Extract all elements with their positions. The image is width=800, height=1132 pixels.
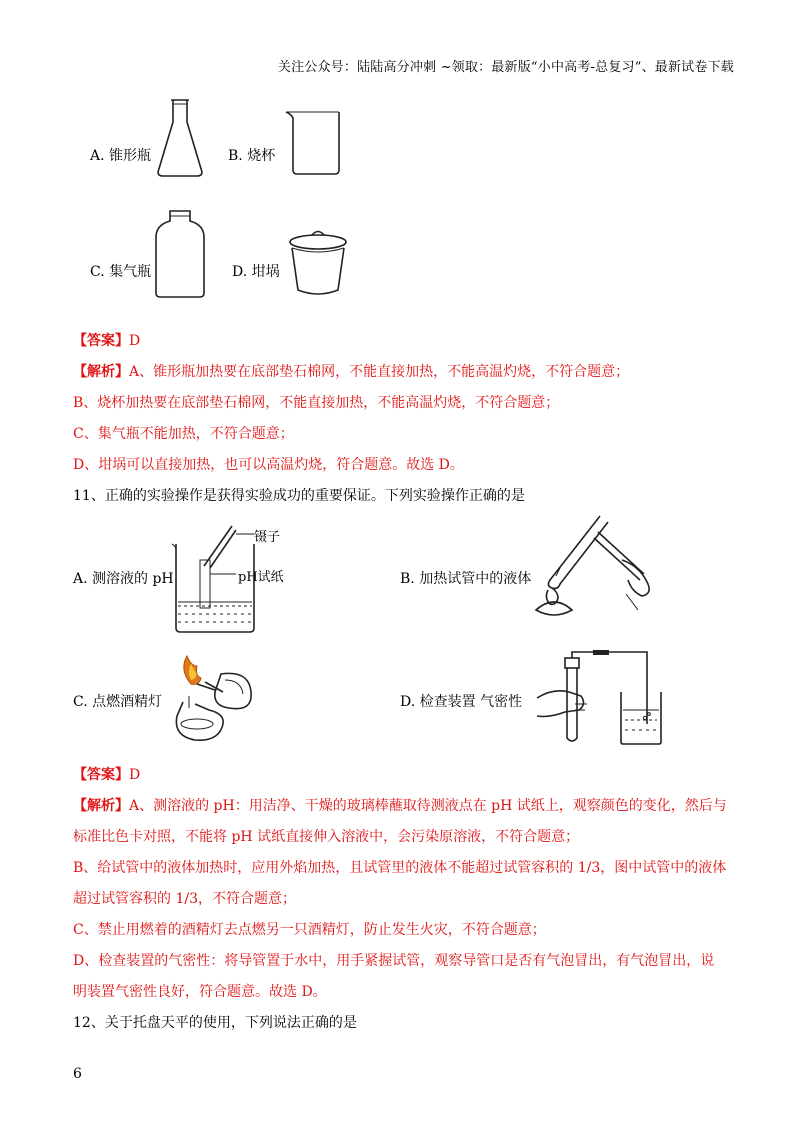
q11-analysis-text-1: A、测溶液的 pH：用洁净、干燥的玻璃棒蘸取待测液点在 pH 试纸上，观察颜色的变化，然后与 — [129, 798, 727, 814]
q11-analysis-line-5: C、禁止用燃着的酒精灯去点燃另一只酒精灯，防止发生火灾，不符合题意； — [73, 922, 546, 938]
q12-stem: 12、关于托盘天平的使用，下列说法正确的是 — [73, 1015, 357, 1031]
erlenmeyer-flask-icon — [155, 96, 205, 178]
q11-answer-label: 【答案】 — [73, 767, 129, 783]
q11-option-b-label: B. 加热试管中的液体 — [400, 571, 532, 587]
page-header: 关注公众号：陆陆高分冲刺 ~领取：最新版“小中高考-总复习”、最新试卷下载 — [277, 60, 734, 75]
q11-answer-value: D — [129, 767, 141, 783]
q10-answer — [73, 330, 140, 350]
page-number: 6 — [73, 1066, 82, 1082]
q10-analysis-line-2: B、烧杯加热要在底部垫石棉网，不能直接加热，不能高温灼烧，不符合题意； — [73, 395, 560, 411]
option-d-label: D. 坩埚 — [232, 264, 280, 280]
q11-option-d-label: D. 检查装置 气密性 — [400, 694, 523, 710]
crucible-icon — [286, 226, 350, 300]
q10-answer-value: D — [129, 333, 141, 349]
lighting-alcohol-lamp-icon — [165, 652, 261, 744]
airtightness-check-icon — [535, 648, 665, 748]
option-c-label: C. 集气瓶 — [90, 264, 152, 280]
heating-test-tube-icon — [530, 510, 660, 620]
q11-analysis-line-7: 明装置气密性良好，符合题意。故选 D。 — [73, 984, 327, 1000]
q11-option-a-label: A. 测溶液的 pH — [73, 571, 174, 587]
q11-analysis-line-3: B、给试管中的液体加热时，应用外焰加热，且试管里的液体不能超过试管容积的 1/3，图中试管中的液体 — [73, 860, 727, 876]
option-a-label: A. 锥形瓶 — [90, 148, 152, 164]
q11-analysis-line-4: 超过试管容积的 1/3，不符合题意； — [73, 891, 296, 907]
q10-analysis-line-4: D、坩埚可以直接加热，也可以高温灼烧，符合题意。故选 D。 — [73, 457, 464, 473]
ph-paper-label: pH试纸 — [238, 570, 284, 585]
option-b-label: B. 烧杯 — [228, 148, 276, 164]
q11-analysis-line-1 — [73, 795, 727, 815]
tweezers-label: 镊子 — [254, 530, 281, 545]
beaker-icon — [283, 110, 343, 176]
q11-stem: 11、正确的实验操作是获得实验成功的重要保证。下列实验操作正确的是 — [73, 488, 525, 504]
q11-option-c-label: C. 点燃酒精灯 — [73, 694, 163, 710]
q10-analysis-text-1: A、锥形瓶加热要在底部垫石棉网，不能直接加热，不能高温灼烧，不符合题意； — [129, 364, 630, 380]
q10-answer-label: 【答案】 — [73, 333, 129, 349]
q10-analysis-line-3: C、集气瓶不能加热，不符合题意； — [73, 426, 294, 442]
q11-analysis-line-6: D、检查装置的气密性：将导管置于水中，用手紧握试管，观察导管口是否有气泡冒出，有气泡冒出，说 — [73, 953, 715, 969]
q10-analysis-line-1 — [73, 361, 629, 381]
q10-analysis-label: 【解析】 — [73, 364, 129, 380]
q11-analysis-line-2: 标准比色卡对照，不能将 pH 试纸直接伸入溶液中，会污染原溶液，不符合题意； — [73, 829, 580, 845]
q11-answer — [73, 764, 140, 784]
q11-analysis-label: 【解析】 — [73, 798, 129, 814]
gas-jar-icon — [152, 209, 208, 299]
